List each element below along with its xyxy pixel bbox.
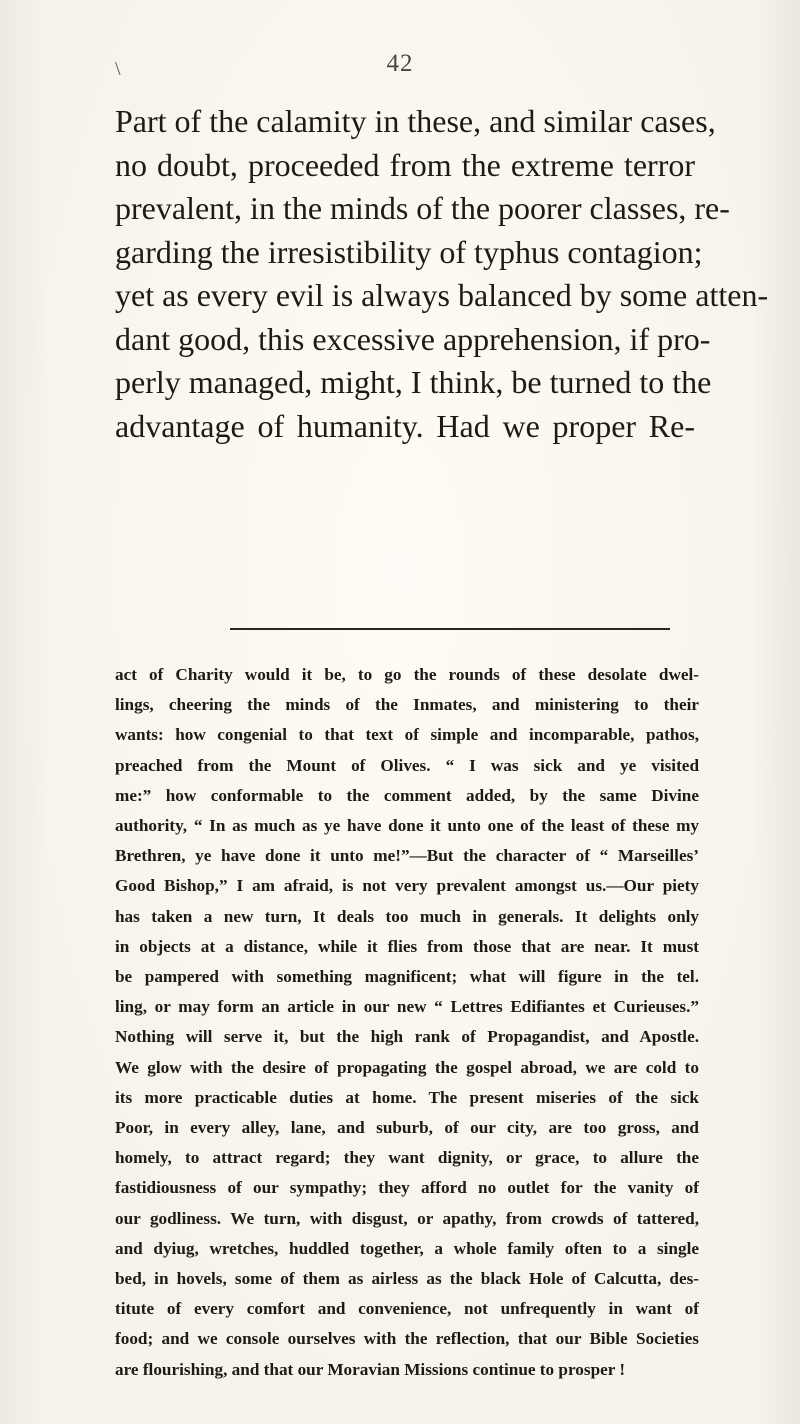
main-text-line: Part of the calamity in these, and similar cases, <box>115 103 716 139</box>
footnote-line: titute of every comfort and convenience, not unfrequently in want of <box>115 1299 699 1319</box>
main-paragraph <box>115 100 769 448</box>
footnote-line: We glow with the desire of propagating the gospel abroad, we are cold to <box>115 1057 699 1077</box>
footnote-line: in objects at a distance, while it flies from those that are near. It must <box>115 936 699 956</box>
main-text-line: yet as every evil is always balanced by some atten- <box>115 277 769 313</box>
footnote-line: homely, to attract regard; they want dignity, or grace, to allure the <box>115 1148 699 1168</box>
main-text-line: advantage of humanity. Had we proper Re- <box>115 407 695 444</box>
footnote-line: are flourishing, and that our Moravian Missions continue to prosper ! <box>115 1359 626 1379</box>
main-text-line: no doubt, proceeded from the extreme terror <box>115 146 695 183</box>
page-number: 42 <box>386 50 414 77</box>
footnote-line: has taken a new turn, It deals too much in generals. It delights only <box>115 906 699 926</box>
footnote-line: Poor, in every alley, lane, and suburb, of our city, are too gross, and <box>115 1118 699 1138</box>
footnote-line: me:” how conformable to the comment added, by the same Divine <box>115 785 699 805</box>
footnote-line: and dyiug, wretches, huddled together, a whole family often to a single <box>115 1238 699 1258</box>
footnote-block <box>115 660 699 1385</box>
margin-mark: \ <box>115 58 121 80</box>
footnote-line: be pampered with something magnificent; what will figure in the tel. <box>115 967 699 987</box>
footnote-line: our godliness. We turn, with disgust, or apathy, from crowds of tattered, <box>115 1208 699 1228</box>
footnote-line: its more practicable duties at home. The present miseries of the sick <box>115 1087 699 1107</box>
footnote-line: food; and we console ourselves with the reflection, that our Bible Societies <box>115 1329 699 1349</box>
main-text-line: prevalent, in the minds of the poorer classes, re- <box>115 190 730 226</box>
footnote-divider <box>230 628 670 630</box>
main-text-line: dant good, this excessive apprehension, if pro- <box>115 320 711 357</box>
main-text-line: perly managed, might, I think, be turned to the <box>115 364 712 400</box>
main-text-line: garding the irresistibility of typhus contagion; <box>115 233 703 270</box>
footnote-line: act of Charity would it be, to go the rounds of these desolate dwel- <box>115 665 699 684</box>
footnote-line: ling, or may form an article in our new “ Lettres Edifiantes et Curieuses.” <box>115 997 699 1017</box>
footnote-line: bed, in hovels, some of them as airless as the black Hole of Calcutta, des- <box>115 1269 699 1289</box>
footnote-line: preached from the Mount of Olives. “ I was sick and ye visited <box>115 755 699 775</box>
footnote-line: Good Bishop,” I am afraid, is not very prevalent amongst us.—Our piety <box>115 876 699 896</box>
footnote-line: fastidiousness of our sympathy; they afford no outlet for the vanity of <box>115 1178 699 1198</box>
footnote-line: lings, cheering the minds of the Inmates, and ministering to their <box>115 695 699 715</box>
footnote-line: wants: how congenial to that text of simple and incomparable, pathos, <box>115 725 699 745</box>
footnote-line: Brethren, ye have done it unto me!”—But the character of “ Marseilles’ <box>115 846 699 866</box>
footnote-line: Nothing will serve it, but the high rank of Propagandist, and Apostle. <box>115 1027 699 1047</box>
footnote-line: authority, “ In as much as ye have done it unto one of the least of these my <box>115 816 699 836</box>
